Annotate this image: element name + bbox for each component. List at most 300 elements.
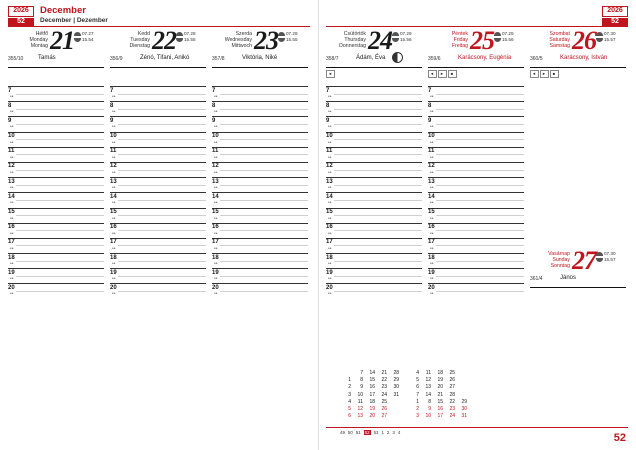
mini-calendar-cell[interactable]: 29 bbox=[461, 398, 467, 405]
hour-slot[interactable] bbox=[212, 147, 308, 162]
day-column-sunday[interactable] bbox=[530, 246, 626, 288]
hour-rule bbox=[8, 162, 104, 163]
half-hour-marker: •• bbox=[10, 200, 14, 207]
hour-label: 16 bbox=[326, 224, 333, 231]
day-name-de: Sonntag bbox=[550, 263, 570, 270]
mini-calendar-cell[interactable]: 4 bbox=[416, 370, 419, 377]
mini-calendar-cell[interactable]: 23 bbox=[381, 384, 387, 391]
hour-slot[interactable] bbox=[8, 116, 104, 131]
mini-calendar-cell[interactable]: 25 bbox=[449, 370, 455, 377]
hour-label: 19 bbox=[212, 269, 219, 276]
hour-slot[interactable] bbox=[428, 283, 524, 298]
half-hour-rule bbox=[118, 215, 206, 216]
hour-label: 12 bbox=[326, 163, 333, 170]
sunset-icon bbox=[596, 38, 603, 42]
hour-slot[interactable] bbox=[326, 132, 422, 147]
sun-times: 07.29 15.56 bbox=[494, 31, 524, 43]
half-hour-rule bbox=[16, 185, 104, 186]
half-hour-rule bbox=[436, 185, 524, 186]
day-name-de: Samstag bbox=[549, 43, 570, 50]
hour-slot[interactable] bbox=[110, 86, 206, 101]
hour-label: 17 bbox=[110, 239, 117, 246]
hour-rule bbox=[212, 192, 308, 193]
hour-label: 12 bbox=[212, 163, 219, 170]
hour-slot[interactable] bbox=[212, 162, 308, 177]
hour-slot[interactable] bbox=[110, 132, 206, 147]
hour-rule bbox=[8, 268, 104, 269]
hour-slot[interactable] bbox=[212, 283, 308, 298]
mini-calendar-cell[interactable]: 21 bbox=[437, 391, 443, 398]
mini-calendar-cell[interactable]: 30 bbox=[393, 384, 399, 391]
hour-slot[interactable] bbox=[8, 223, 104, 238]
day-header bbox=[326, 26, 422, 68]
mini-calendar-cell[interactable]: 15 bbox=[437, 398, 443, 405]
mini-calendar-cell[interactable] bbox=[388, 399, 400, 406]
hour-slot[interactable] bbox=[110, 101, 206, 116]
half-hour-rule bbox=[334, 139, 422, 140]
hour-label: 19 bbox=[110, 269, 117, 276]
hour-label: 10 bbox=[428, 133, 435, 140]
hour-slot[interactable] bbox=[8, 268, 104, 283]
mini-calendar-cell[interactable]: 28 bbox=[393, 370, 399, 377]
hour-grid[interactable] bbox=[326, 86, 422, 299]
mini-calendar-spacer bbox=[400, 399, 408, 406]
mini-calendar-week-label[interactable]: 4 bbox=[397, 430, 401, 435]
half-hour-rule bbox=[436, 261, 524, 262]
hour-rule bbox=[212, 177, 308, 178]
day-marks: ◄ ► ■ bbox=[428, 70, 458, 78]
name-day: János bbox=[560, 275, 577, 281]
mini-calendar-cell[interactable]: 31 bbox=[461, 413, 467, 420]
mini-calendar-week-label[interactable]: 2 bbox=[386, 430, 390, 435]
mini-calendar-cell[interactable]: 14 bbox=[425, 391, 431, 398]
mini-calendar-cell[interactable]: 22 bbox=[449, 398, 455, 405]
day-number: 27 bbox=[572, 246, 596, 275]
hour-slot[interactable] bbox=[326, 283, 422, 298]
hour-rule bbox=[428, 208, 524, 209]
hour-rule bbox=[326, 283, 422, 284]
hour-slot[interactable] bbox=[212, 132, 308, 147]
sun-times: 07.30 15.57 bbox=[596, 251, 626, 263]
week-number-label: 52 bbox=[602, 18, 628, 27]
hour-rule bbox=[110, 253, 206, 254]
mini-calendar-week-label[interactable]: 3 bbox=[392, 430, 395, 435]
hour-rule bbox=[8, 223, 104, 224]
mini-calendar-cell[interactable]: 18 bbox=[369, 398, 375, 405]
half-hour-marker: •• bbox=[214, 139, 218, 146]
hour-slot[interactable] bbox=[428, 101, 524, 116]
day-column-tuesday[interactable] bbox=[110, 26, 206, 299]
hour-slot[interactable] bbox=[212, 101, 308, 116]
day-column-monday[interactable] bbox=[8, 26, 104, 299]
mini-calendar-cell[interactable]: 25 bbox=[381, 398, 387, 405]
half-hour-marker: •• bbox=[430, 200, 434, 207]
hour-rule bbox=[8, 192, 104, 193]
day-column-wednesday[interactable] bbox=[212, 26, 308, 299]
hour-rule bbox=[8, 253, 104, 254]
mini-calendar-cell[interactable]: 26 bbox=[449, 377, 455, 384]
mini-calendar-cell[interactable]: 12 bbox=[357, 406, 363, 413]
half-hour-rule bbox=[334, 230, 422, 231]
hour-label: 7 bbox=[110, 87, 114, 94]
hour-slot[interactable] bbox=[110, 177, 206, 192]
mini-calendar-cell[interactable]: 12 bbox=[425, 377, 431, 384]
hour-slot[interactable] bbox=[326, 268, 422, 283]
mini-calendar-cell[interactable]: 27 bbox=[449, 384, 455, 391]
mini-calendar-cell[interactable]: 21 bbox=[381, 370, 387, 377]
mini-calendar-cell[interactable]: 1 bbox=[348, 377, 351, 384]
mini-calendar-cell[interactable]: 11 bbox=[425, 370, 431, 377]
hour-rule bbox=[326, 253, 422, 254]
sun-times: 07.27 15.54 bbox=[74, 31, 104, 43]
half-hour-rule bbox=[334, 291, 422, 292]
hour-slot[interactable] bbox=[428, 208, 524, 223]
mini-calendar-cell[interactable]: 24 bbox=[449, 413, 455, 420]
sunset-icon bbox=[494, 38, 501, 42]
hour-rule bbox=[326, 162, 422, 163]
hour-slot[interactable] bbox=[212, 208, 308, 223]
half-hour-rule bbox=[220, 276, 308, 277]
day-number: 25 bbox=[470, 26, 494, 55]
hour-slot[interactable] bbox=[326, 192, 422, 207]
hour-slot[interactable] bbox=[8, 208, 104, 223]
half-hour-marker: •• bbox=[430, 169, 434, 176]
hour-grid[interactable] bbox=[110, 86, 206, 299]
hour-rule bbox=[428, 86, 524, 87]
hour-slot[interactable] bbox=[326, 147, 422, 162]
half-hour-rule bbox=[118, 94, 206, 95]
mini-calendar-cell[interactable]: 9 bbox=[360, 384, 363, 391]
half-hour-marker: •• bbox=[10, 185, 14, 192]
hour-slot[interactable] bbox=[428, 253, 524, 268]
hour-label: 8 bbox=[428, 102, 432, 109]
hour-rule bbox=[428, 116, 524, 117]
mini-calendar-cell[interactable]: 6 bbox=[416, 384, 419, 391]
mini-calendar-cell[interactable]: 16 bbox=[437, 406, 443, 413]
hour-slot[interactable] bbox=[212, 253, 308, 268]
mini-calendar-cell[interactable]: 1 bbox=[416, 398, 419, 405]
hour-rule bbox=[326, 192, 422, 193]
mini-calendar-row bbox=[340, 392, 468, 399]
half-hour-rule bbox=[334, 276, 422, 277]
name-day: Zénó, Tifani, Anikó bbox=[140, 55, 190, 61]
mini-calendar-cell[interactable]: 23 bbox=[449, 406, 455, 413]
mini-calendar-cell[interactable] bbox=[388, 406, 400, 413]
hour-label: 19 bbox=[8, 269, 15, 276]
mini-calendar-cell[interactable]: 8 bbox=[428, 398, 431, 405]
hour-slot[interactable] bbox=[428, 177, 524, 192]
hour-slot[interactable] bbox=[212, 223, 308, 238]
hour-label: 7 bbox=[428, 87, 432, 94]
hour-slot[interactable] bbox=[110, 162, 206, 177]
mini-calendar[interactable] bbox=[340, 370, 490, 420]
day-column-thursday[interactable] bbox=[326, 26, 422, 299]
half-hour-rule bbox=[118, 170, 206, 171]
mini-calendar-cell[interactable] bbox=[456, 370, 468, 377]
mini-calendar-cell[interactable]: 26 bbox=[381, 406, 387, 413]
year-week-badge-right bbox=[602, 6, 628, 26]
mini-calendar-cell[interactable]: 17 bbox=[369, 391, 375, 398]
hour-label: 10 bbox=[212, 133, 219, 140]
hour-slot[interactable] bbox=[212, 86, 308, 101]
hour-slot[interactable] bbox=[326, 177, 422, 192]
hour-slot[interactable] bbox=[110, 253, 206, 268]
hour-slot[interactable] bbox=[326, 101, 422, 116]
hour-rule bbox=[110, 116, 206, 117]
mini-calendar-cell[interactable]: 20 bbox=[437, 384, 443, 391]
hour-slot[interactable] bbox=[428, 192, 524, 207]
hour-rule bbox=[428, 253, 524, 254]
mini-calendar-cell[interactable]: 13 bbox=[425, 384, 431, 391]
hour-slot[interactable] bbox=[326, 208, 422, 223]
hour-slot[interactable] bbox=[326, 253, 422, 268]
year-label: 2026 bbox=[602, 6, 628, 17]
day-header bbox=[110, 26, 206, 68]
hour-rule bbox=[428, 177, 524, 178]
hour-slot[interactable] bbox=[212, 238, 308, 253]
half-hour-rule bbox=[16, 170, 104, 171]
half-hour-rule bbox=[118, 124, 206, 125]
half-hour-rule bbox=[334, 185, 422, 186]
half-hour-rule bbox=[436, 170, 524, 171]
mini-calendar-cell[interactable]: 30 bbox=[461, 406, 467, 413]
hour-slot[interactable] bbox=[428, 86, 524, 101]
half-hour-marker: •• bbox=[214, 261, 218, 268]
hour-slot[interactable] bbox=[110, 192, 206, 207]
hour-slot[interactable] bbox=[8, 192, 104, 207]
hour-rule bbox=[110, 268, 206, 269]
mini-calendar-cell[interactable]: 17 bbox=[437, 413, 443, 420]
hour-slot[interactable] bbox=[110, 268, 206, 283]
hour-slot[interactable] bbox=[326, 238, 422, 253]
hour-slot[interactable] bbox=[8, 238, 104, 253]
half-hour-rule bbox=[118, 291, 206, 292]
mini-calendar-cell[interactable]: 3 bbox=[348, 391, 351, 398]
mini-calendar-cell[interactable]: 22 bbox=[381, 377, 387, 384]
day-column-friday[interactable] bbox=[428, 26, 524, 299]
hour-slot[interactable] bbox=[8, 132, 104, 147]
mini-calendar-cell[interactable]: 19 bbox=[437, 377, 443, 384]
header-separator bbox=[8, 67, 104, 68]
half-hour-marker: •• bbox=[328, 94, 332, 100]
day-header bbox=[530, 26, 626, 68]
mini-calendar-cell[interactable]: 6 bbox=[348, 413, 351, 420]
half-hour-rule bbox=[118, 261, 206, 262]
hour-slot[interactable] bbox=[8, 253, 104, 268]
hour-slot[interactable] bbox=[8, 147, 104, 162]
mini-calendar-cell[interactable]: 18 bbox=[437, 370, 443, 377]
mini-calendar-cell[interactable]: 2 bbox=[348, 384, 351, 391]
mini-calendar-cell[interactable] bbox=[456, 392, 468, 399]
hour-slot[interactable] bbox=[326, 86, 422, 101]
hour-slot[interactable] bbox=[212, 116, 308, 131]
hour-slot[interactable] bbox=[428, 162, 524, 177]
half-hour-marker: •• bbox=[328, 230, 332, 237]
hour-slot[interactable] bbox=[8, 86, 104, 101]
day-name-en: Wednesday bbox=[224, 37, 252, 44]
half-hour-rule bbox=[220, 94, 308, 95]
day-name-hu: Vasárnap bbox=[548, 251, 570, 257]
mini-calendar-cell[interactable]: 16 bbox=[369, 384, 375, 391]
hour-label: 9 bbox=[428, 117, 432, 124]
mini-calendar-cell[interactable]: 15 bbox=[369, 377, 375, 384]
hour-slot[interactable] bbox=[212, 192, 308, 207]
mini-calendar-cell[interactable] bbox=[456, 377, 468, 384]
week-number-label: 52 bbox=[8, 18, 34, 27]
half-hour-rule bbox=[16, 154, 104, 155]
hour-slot[interactable] bbox=[8, 177, 104, 192]
mini-calendar-cell[interactable] bbox=[388, 413, 400, 420]
half-hour-rule bbox=[436, 291, 524, 292]
mini-calendar-week-label[interactable]: 51 bbox=[355, 430, 361, 435]
mini-calendar-cell[interactable]: 19 bbox=[369, 406, 375, 413]
hour-slot[interactable] bbox=[428, 268, 524, 283]
mini-calendar-cell[interactable]: 9 bbox=[428, 406, 431, 413]
half-hour-marker: •• bbox=[214, 124, 218, 131]
half-hour-rule bbox=[220, 109, 308, 110]
half-hour-rule bbox=[16, 200, 104, 201]
mini-calendar-cell[interactable] bbox=[456, 384, 468, 391]
mini-calendar-cell[interactable]: 4 bbox=[348, 398, 351, 405]
half-hour-rule bbox=[220, 291, 308, 292]
hour-rule bbox=[8, 101, 104, 102]
mini-calendar-cell[interactable]: 8 bbox=[360, 377, 363, 384]
hour-slot[interactable] bbox=[110, 208, 206, 223]
half-hour-rule bbox=[220, 170, 308, 171]
half-hour-marker: •• bbox=[214, 215, 218, 222]
half-hour-marker: •• bbox=[10, 169, 14, 176]
hour-rule bbox=[8, 238, 104, 239]
hour-label: 12 bbox=[110, 163, 117, 170]
mini-calendar-cell[interactable]: 11 bbox=[357, 398, 363, 405]
hour-slot[interactable] bbox=[110, 283, 206, 298]
hour-slot[interactable] bbox=[326, 116, 422, 131]
half-hour-rule bbox=[334, 261, 422, 262]
hour-label: 20 bbox=[428, 284, 435, 291]
hour-slot[interactable] bbox=[326, 162, 422, 177]
half-hour-marker: •• bbox=[112, 261, 116, 268]
mini-calendar-grid bbox=[340, 370, 468, 420]
hour-rule bbox=[110, 283, 206, 284]
half-hour-rule bbox=[334, 170, 422, 171]
hour-slot[interactable] bbox=[212, 268, 308, 283]
hour-slot[interactable] bbox=[428, 116, 524, 131]
hour-label: 13 bbox=[212, 178, 219, 185]
hour-label: 20 bbox=[326, 284, 333, 291]
mini-calendar-cell[interactable]: 3 bbox=[416, 413, 419, 420]
mini-calendar-cell[interactable]: 24 bbox=[381, 391, 387, 398]
half-hour-marker: •• bbox=[10, 109, 14, 116]
mini-calendar-cell[interactable]: 31 bbox=[393, 391, 399, 398]
hour-grid[interactable] bbox=[8, 86, 104, 299]
hour-slot[interactable] bbox=[212, 177, 308, 192]
half-hour-rule bbox=[436, 139, 524, 140]
mini-calendar-cell[interactable] bbox=[340, 370, 352, 377]
mini-calendar-cell[interactable]: 7 bbox=[416, 391, 419, 398]
half-hour-marker: •• bbox=[10, 261, 14, 268]
hour-label: 13 bbox=[428, 178, 435, 185]
half-hour-rule bbox=[16, 261, 104, 262]
sunrise-icon bbox=[176, 32, 183, 36]
hour-slot[interactable] bbox=[326, 223, 422, 238]
hour-slot[interactable] bbox=[8, 162, 104, 177]
hour-slot[interactable] bbox=[110, 238, 206, 253]
hour-slot[interactable] bbox=[428, 132, 524, 147]
sunrise-icon bbox=[278, 32, 285, 36]
mini-calendar-cell[interactable]: 10 bbox=[357, 391, 363, 398]
mini-calendar-cell[interactable]: 28 bbox=[449, 391, 455, 398]
mini-calendar-cell[interactable]: 13 bbox=[357, 413, 363, 420]
day-names bbox=[530, 251, 570, 270]
sunset-icon bbox=[176, 38, 183, 42]
mini-calendar-cell[interactable]: 5 bbox=[416, 377, 419, 384]
half-hour-marker: •• bbox=[430, 245, 434, 252]
mini-calendar-spacer bbox=[400, 406, 408, 413]
hour-slot[interactable] bbox=[428, 223, 524, 238]
hour-slot[interactable] bbox=[110, 147, 206, 162]
year-week-badge-left bbox=[8, 6, 34, 26]
half-hour-marker: •• bbox=[430, 276, 434, 283]
mini-calendar-week-label[interactable]: 50 bbox=[347, 430, 353, 435]
hour-label: 16 bbox=[8, 224, 15, 231]
mini-calendar-week-label[interactable]: 53 bbox=[373, 430, 379, 435]
mini-calendar-week-label[interactable]: 1 bbox=[381, 430, 384, 435]
hour-rule bbox=[326, 268, 422, 269]
half-hour-marker: •• bbox=[430, 230, 434, 237]
hour-slot[interactable] bbox=[110, 116, 206, 131]
half-hour-rule bbox=[436, 94, 524, 95]
mini-calendar-cell[interactable]: 14 bbox=[369, 370, 375, 377]
mini-calendar-cell[interactable]: 2 bbox=[416, 406, 419, 413]
hour-label: 9 bbox=[212, 117, 216, 124]
mini-calendar-cell[interactable]: 7 bbox=[360, 370, 363, 377]
day-header bbox=[8, 26, 104, 68]
hour-label: 18 bbox=[8, 254, 15, 261]
mini-calendar-cell[interactable]: 27 bbox=[381, 413, 387, 420]
hour-slot[interactable] bbox=[428, 147, 524, 162]
mini-calendar-cell[interactable]: 10 bbox=[425, 413, 431, 420]
mini-calendar-cell[interactable]: 29 bbox=[393, 377, 399, 384]
hour-label: 15 bbox=[8, 209, 15, 215]
half-hour-marker: •• bbox=[214, 154, 218, 161]
hour-rule bbox=[8, 177, 104, 178]
name-day: Karácsony, István bbox=[560, 55, 608, 61]
hour-slot[interactable] bbox=[8, 101, 104, 116]
right-page bbox=[318, 0, 636, 450]
hour-grid[interactable] bbox=[428, 86, 524, 299]
half-hour-marker: •• bbox=[328, 291, 332, 298]
half-hour-rule bbox=[16, 124, 104, 125]
hour-slot[interactable] bbox=[428, 238, 524, 253]
hour-label: 9 bbox=[326, 117, 330, 124]
mini-calendar-week-label[interactable]: 52 bbox=[364, 430, 370, 435]
hour-grid[interactable] bbox=[212, 86, 308, 299]
hour-label: 19 bbox=[326, 269, 333, 276]
sunrise-icon bbox=[596, 32, 603, 36]
mini-calendar-cell[interactable]: 5 bbox=[348, 406, 351, 413]
hour-rule bbox=[326, 147, 422, 148]
hour-slot[interactable] bbox=[110, 223, 206, 238]
month-name-en-de: December | Dezember bbox=[40, 17, 108, 24]
mini-calendar-spacer bbox=[400, 384, 408, 391]
hour-slot[interactable] bbox=[8, 283, 104, 298]
mini-calendar-week-label[interactable]: 49 bbox=[340, 430, 345, 435]
half-hour-rule bbox=[118, 245, 206, 246]
mini-calendar-cell[interactable]: 20 bbox=[369, 413, 375, 420]
day-column-weekend[interactable] bbox=[530, 26, 626, 282]
hour-rule bbox=[212, 223, 308, 224]
half-hour-rule bbox=[220, 245, 308, 246]
